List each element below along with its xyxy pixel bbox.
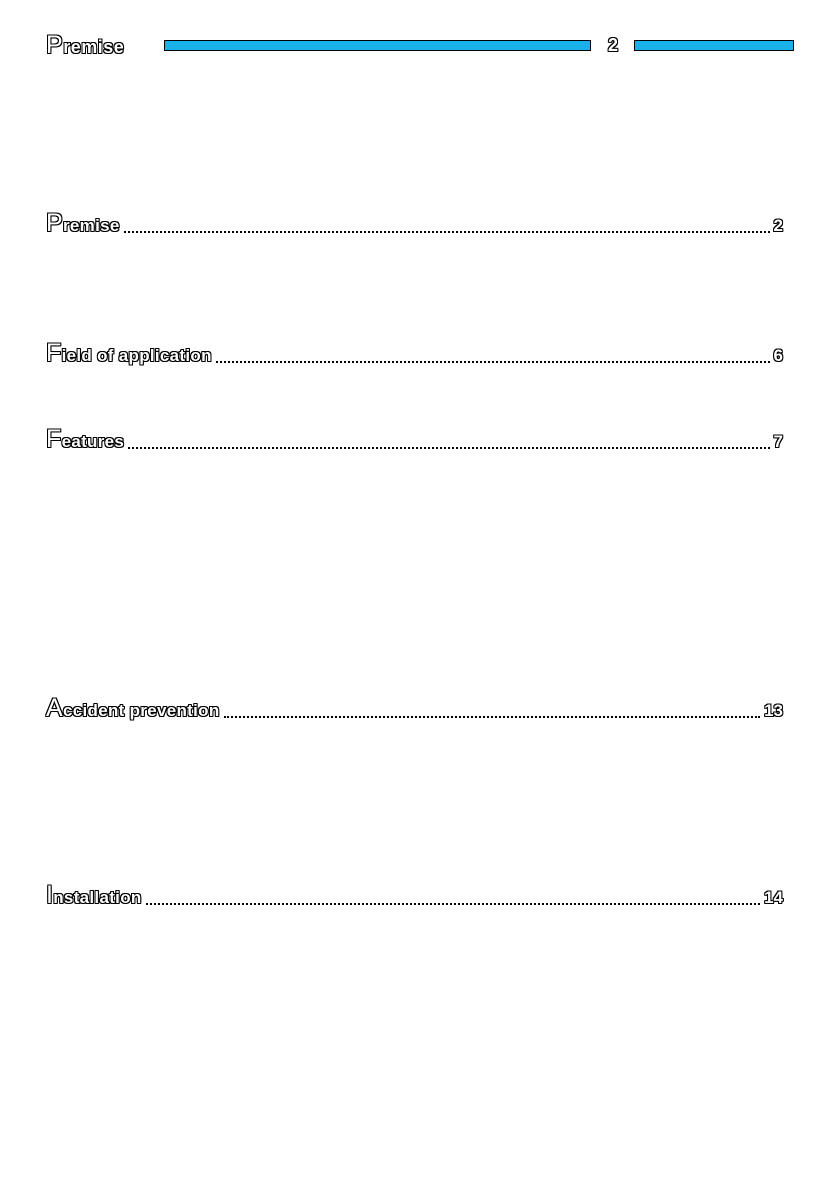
toc-entry-installation[interactable] <box>46 880 783 910</box>
toc-entry-rest: ield of application <box>61 346 212 365</box>
toc-entry-title <box>46 883 142 910</box>
toc-entry-title <box>46 211 120 238</box>
toc-entry-accident-prevention[interactable] <box>46 693 783 723</box>
toc-entry-title <box>46 341 212 368</box>
toc-entry-initial: A <box>46 694 63 722</box>
toc-entry-page: 2 <box>773 216 783 235</box>
toc-entry-title <box>46 427 124 454</box>
toc-entry-rest: eatures <box>61 432 125 451</box>
toc-dot-leader <box>128 447 769 449</box>
toc-entry-rest: nstallation <box>53 888 142 907</box>
toc-dot-leader <box>124 231 770 233</box>
toc-entry-initial: F <box>46 339 62 367</box>
header-title-initial: P <box>46 31 64 59</box>
toc-entry-page: 13 <box>764 701 783 720</box>
toc-dot-leader <box>216 361 770 363</box>
header-bar-right <box>634 40 794 51</box>
toc-entry-initial: I <box>46 881 54 909</box>
toc-entry-premise[interactable] <box>46 208 783 238</box>
toc-entry-title <box>46 696 220 723</box>
toc-entry-page: 14 <box>764 888 783 907</box>
toc-entry-page: 6 <box>773 346 783 365</box>
toc-entry-rest: ccident prevention <box>62 701 220 720</box>
toc-entry-rest: remise <box>62 216 120 235</box>
toc-entry-initial: F <box>46 425 62 453</box>
header-title-rest: remise <box>63 37 125 57</box>
toc-dot-leader <box>146 903 761 905</box>
page-number: 2 <box>607 35 618 55</box>
header-bar-left <box>164 40 591 51</box>
toc-entry-page: 7 <box>773 432 783 451</box>
toc-entry-initial: P <box>46 209 63 237</box>
header-title <box>46 30 124 62</box>
toc-entry-field-of-application[interactable] <box>46 338 783 368</box>
page-header <box>46 30 794 60</box>
toc-entry-features[interactable] <box>46 424 783 454</box>
toc-dot-leader <box>224 716 761 718</box>
